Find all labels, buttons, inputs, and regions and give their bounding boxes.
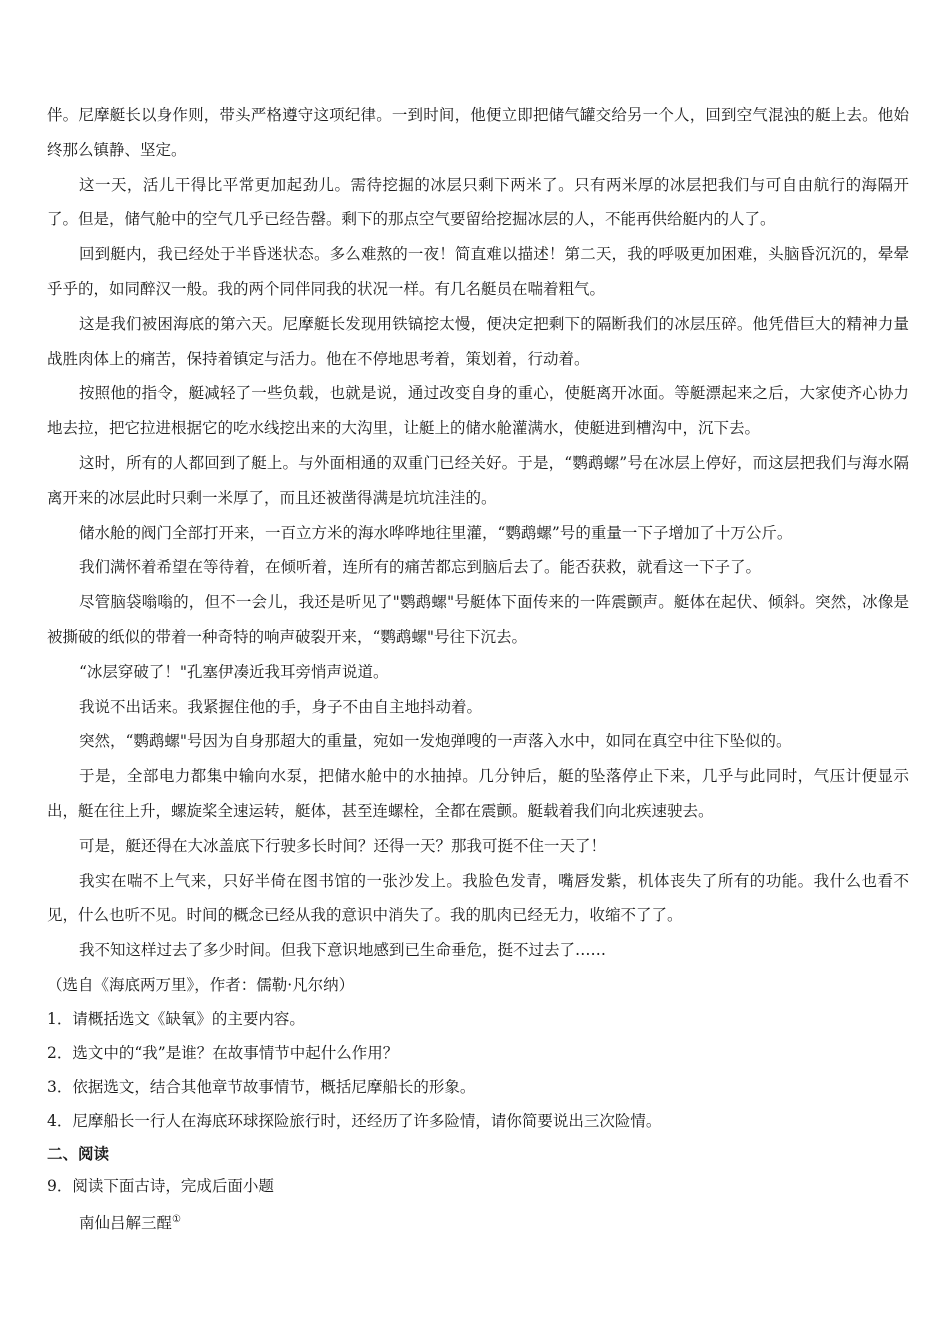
question-item: 4．尼摩船长一行人在海底环球探险旅行时，还经历了许多险情，请你简要说出三次险情。 bbox=[47, 1111, 662, 1130]
paragraph: 我们满怀着希望在等待着，在倾听着，连所有的痛苦都忘到脑后去了。能否获救，就看这一下子了。 bbox=[79, 558, 762, 577]
poem-title-line bbox=[47, 1203, 909, 1240]
paragraph: 尽管脑袋嗡嗡的，但不一会儿，我还是听见了"鹦鹉螺"号艇体下面传来的一阵震颤声。艇体在起伏、倾斜。突然，冰像是被撕破的纸似的带着一种奇特的响声破裂开来，“鹦鹉螺"号往下沉去。 bbox=[47, 593, 909, 646]
paragraph: 这是我们被困海底的第六天。尼摩艇长发现用铁镐挖太慢，便决定把剩下的隔断我们的冰层压碎。他凭借巨大的精神力量战胜肉体上的痛苦，保持着镇定与活力。他在不停地思考着，策划着，行动着。 bbox=[47, 314, 909, 368]
poem-title: 南仙吕解三酲 bbox=[79, 1214, 173, 1233]
footnote-marker: ① bbox=[172, 1213, 181, 1225]
question-item: 1．请概括选文《缺氧》的主要内容。 bbox=[47, 1009, 305, 1028]
passage bbox=[47, 98, 909, 968]
paragraph: 按照他的指令，艇减轻了一些负载，也就是说，通过改变自身的重心，使艇离开冰面。等艇漂起来之后，大家使齐心协力地去拉，把它拉进根据它的吃水线挖出来的大沟里，让艇上的储水舱灌满水，使艇进到槽沟中，沉下去。 bbox=[47, 384, 909, 438]
source-citation: （选自《海底两万里》，作者：儒勒·凡尔纳） bbox=[47, 975, 355, 994]
paragraph: 这时，所有的人都回到了艇上。与外面相通的双重门已经关好。于是，“鹦鹉螺”号在冰层上停好，而这层把我们与海水隔离开来的冰层此时只剩一米厚了，而且还被凿得满是坑坑洼洼的。 bbox=[47, 453, 909, 507]
paragraph: 伴。尼摩艇长以身作则，带头严格遵守这项纪律。一到时间，他便立即把储气罐交给另一个人，回到空气混浊的艇上去。他始终那么镇静、坚定。 bbox=[47, 106, 909, 159]
paragraph: 我不知这样过去了多少时间。但我下意识地感到已生命垂危，挺不过去了…… bbox=[79, 941, 607, 960]
paragraph: 回到艇内，我已经处于半昏迷状态。多么难熬的一夜！简直难以描述！第二天，我的呼吸更加困难，头脑昏沉沉的，晕晕乎乎的，如同醉汉一般。我的两个同伴同我的状况一样。有几名艇员在喘着粗气。 bbox=[47, 245, 909, 298]
paragraph: 于是，全部电力都集中输向水泵，把储水舱中的水抽掉。几分钟后，艇的坠落停止下来，几乎与此同时，气压计便显示出，艇在往上升，螺旋桨全速运转，艇体，甚至连螺栓，全都在震颤。艇载着我们向北疾速驶去。 bbox=[47, 767, 909, 820]
question-item: 3．依据选文，结合其他章节故事情节，概括尼摩船长的形象。 bbox=[47, 1077, 476, 1096]
section-heading: 二、阅读 bbox=[47, 1143, 110, 1163]
document-content bbox=[47, 98, 909, 1240]
paragraph: 我说不出话来。我紧握住他的手，身子不由自主地抖动着。 bbox=[79, 697, 483, 716]
question-list bbox=[47, 1002, 909, 1138]
paragraph: 储水舱的阀门全部打开来，一百立方米的海水哗哗地往里灌，“鹦鹉螺”号的重量一下子增加了十万公斤。 bbox=[79, 523, 793, 542]
paragraph: 这一天，活儿干得比平常更加起劲儿。需待挖掘的冰层只剩下两米了。只有两米厚的冰层把我们与可自由航行的海隔开了。但是，储气舱中的空气几乎已经告罄。剩下的那点空气要留给挖掘冰层的人，不能再供给艇内的人了。 bbox=[47, 175, 909, 229]
paragraph: 突然，“鹦鹉螺"号因为自身那超大的重量，宛如一发炮弹嗖的一声落入水中，如同在真空中往下坠似的。 bbox=[79, 732, 792, 751]
question-9: 9．阅读下面古诗，完成后面小题 bbox=[47, 1176, 274, 1195]
paragraph: 可是，艇还得在大冰盖底下行驶多长时间？还得一天？那我可挺不住一天了！ bbox=[79, 836, 607, 855]
paragraph: “冰层穿破了！"孔塞伊凑近我耳旁悄声说道。 bbox=[79, 662, 389, 681]
paragraph: 我实在喘不上气来，只好半倚在图书馆的一张沙发上。我脸色发青，嘴唇发紫，机体丧失了所有的功能。我什么也看不见，什么也听不见。时间的概念已经从我的意识中消失了。我的肌肉已经无力，收缩不了了。 bbox=[47, 871, 909, 925]
question-item: 2．选文中的“我”是谁？在故事情节中起什么作用？ bbox=[47, 1043, 399, 1062]
